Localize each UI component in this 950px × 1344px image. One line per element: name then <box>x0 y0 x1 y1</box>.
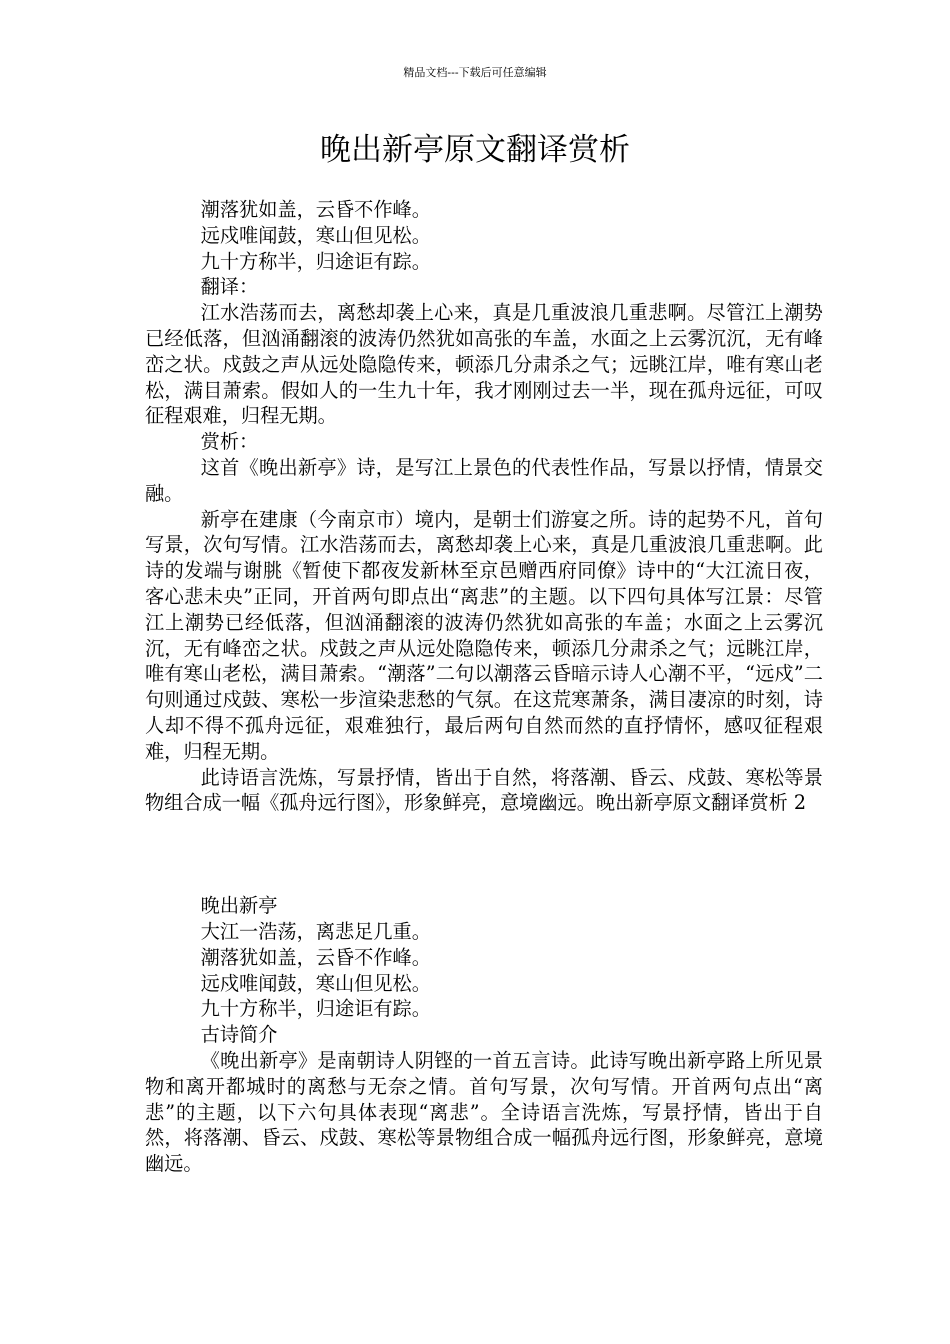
poem-line: 九十方称半，归途讵有踪。 <box>200 249 431 273</box>
poem-line: 九十方称半，归途讵有踪。 <box>200 997 431 1021</box>
poem-title: 晚出新亭 <box>200 894 278 918</box>
poem-line: 远戍唯闻鼓，寒山但见松。 <box>200 223 431 247</box>
translation-paragraph: 江水浩荡而去，离愁却袭上心来，真是几重波浪几重悲啊。尽管江上潮势已经低落，但汹涌翻滚的波涛仍然犹如高张的车盖，水面之上云雾沉沉，无有峰峦之状。戍鼓之声从远处隐隐传来，顿添几分肃杀之气；远眺江岸，唯有寒山老松，满目萧索。假如人的一生九十年，我才刚刚过去一半，现在孤舟远征，可叹征程艰难，归程无期。 <box>145 301 823 428</box>
document-body <box>145 197 823 1177</box>
section-heading-appreciation: 赏析： <box>200 430 259 454</box>
intro-paragraph: 《晚出新亭》是南朝诗人阴铿的一首五言诗。此诗写晚出新亭路上所见景物和离开都城时的离愁与无奈之情。首句写景，次句写情。开首两句点出“离悲”的主题，以下六句具体表现“离悲”。全诗语言洗炼，写景抒情，皆出于自然，将落潮、昏云、戍鼓、寒松等景物组合成一幅孤舟远行图，形象鲜亮，意境幽远。 <box>145 1048 823 1176</box>
section-heading-intro: 古诗简介 <box>200 1023 278 1047</box>
document-title: 晚出新亭原文翻译赏析 <box>320 132 630 168</box>
appreciation-paragraph: 此诗语言洗炼，写景抒情，皆出于自然，将落潮、昏云、戍鼓、寒松等景物组合成一幅《孤舟远行图》，形象鲜亮，意境幽远。晚出新亭原文翻译赏析 2 <box>145 765 823 815</box>
appreciation-paragraph: 新亭在建康（今南京市）境内，是朝士们游宴之所。诗的起势不凡，首句写景，次句写情。江水浩荡而去，离愁却袭上心来，真是几重波浪几重悲啊。此诗的发端与谢朓《暂使下都夜发新林至京邑赠西府同僚》诗中的“大江流日夜，客心悲未央”正同，开首两句即点出“离悲”的主题。以下四句具体写江景：尽管江上潮势已经低落，但汹涌翻滚的波涛仍然犹如高张的车盖；水面之上云雾沉沉，无有峰峦之状。戍鼓之声从远处隐隐传来，顿添几分肃杀之气；远眺江岸，唯有寒山老松，满目萧索。“潮落”二句以潮落云昏暗示诗人心潮不平，“远戍”二句则通过戍鼓、寒松一步渲染悲愁的气氛。在这荒寒萧条，满目凄凉的时刻，诗人却不得不孤舟远征，艰难独行，最后两句自然而然的直抒情怀，感叹征程艰难，归程无期。 <box>145 507 823 763</box>
section-heading-translation: 翻译： <box>200 275 259 299</box>
page-header: 精品文档---下载后可任意编辑 <box>403 66 547 79</box>
poem-line: 潮落犹如盖，云昏不作峰。 <box>200 198 431 221</box>
poem-line: 大江一浩荡，离悲足几重。 <box>200 919 431 943</box>
poem-line: 潮落犹如盖，云昏不作峰。 <box>200 945 431 969</box>
poem-line: 远戍唯闻鼓，寒山但见松。 <box>200 971 431 995</box>
section-spacer <box>145 816 823 893</box>
appreciation-paragraph: 这首《晚出新亭》诗，是写江上景色的代表性作品，写景以抒情，情景交融。 <box>145 455 823 505</box>
